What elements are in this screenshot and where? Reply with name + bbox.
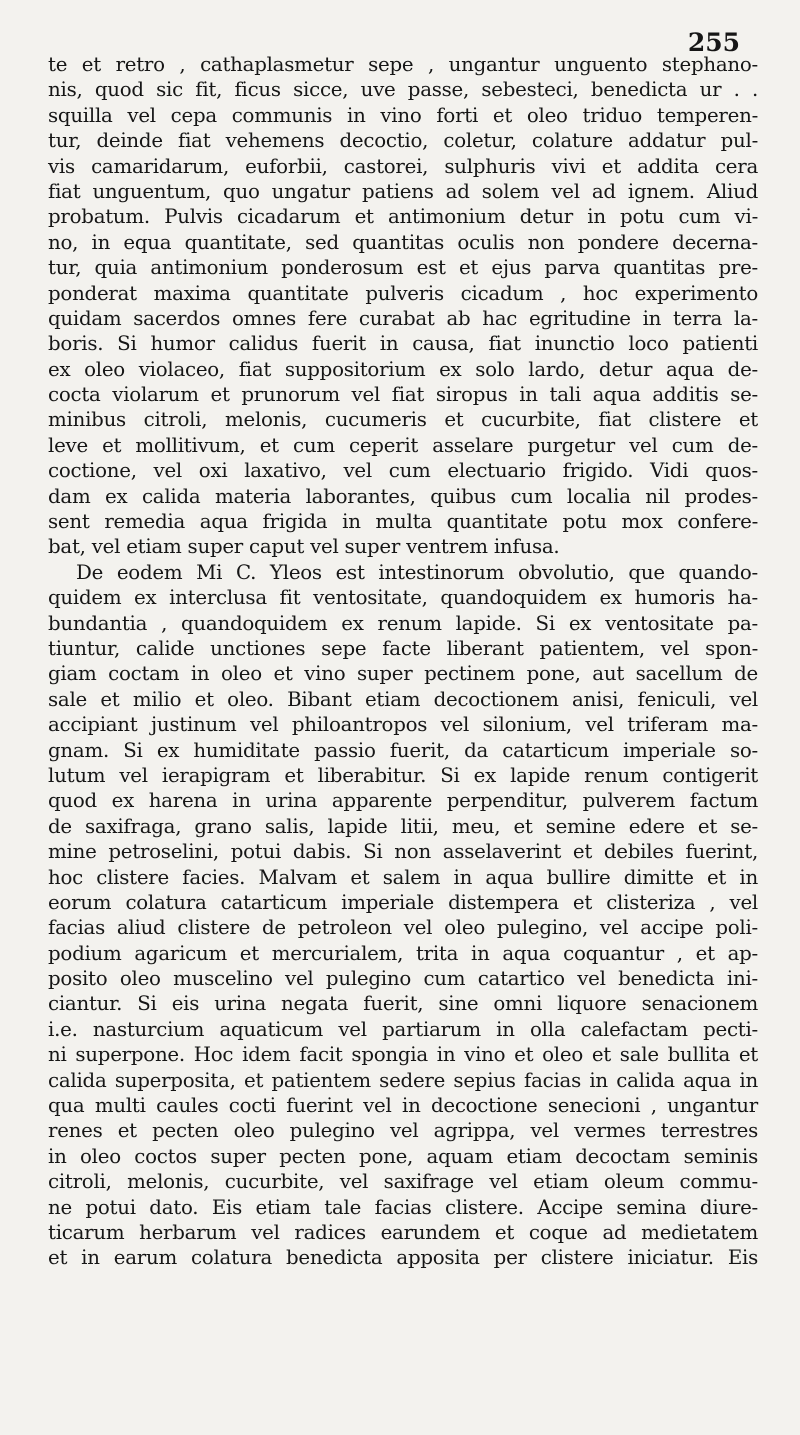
text-line: calida superposita, et patientem sedere sepius facias in calida aqua in xyxy=(48,1068,758,1092)
text-line: eorum colatura catarticum imperiale distempera et clisteriza , vel xyxy=(48,890,758,914)
text-line: sent remedia aqua frigida in multa quantitate potu mox confere- xyxy=(48,510,758,534)
text-line: de saxifraga, grano salis, lapide litii, meu, et semine edere et se- xyxy=(48,814,758,838)
text-line: ni superpone. Hoc idem facit spongia in vino et oleo et sale bullita et xyxy=(48,1043,758,1067)
text-line: squilla vel cepa communis in vino forti et oleo triduo temperen- xyxy=(48,103,758,127)
text-line: posito oleo muscelino vel pulegino cum catartico vel benedicta ini- xyxy=(48,967,758,991)
text-line: bat, vel etiam super caput vel super ventrem infusa. xyxy=(48,535,560,559)
text-line: sale et milio et oleo. Bibant etiam decoctionem anisi, feniculi, vel xyxy=(48,687,758,711)
text-line: tiuntur, calide unctiones sepe facte liberant patientem, vel spon- xyxy=(48,636,758,660)
text-line: ciantur. Si eis urina negata fuerit, sine omni liquore senacionem xyxy=(48,992,758,1016)
text-line: mine petroselini, potui dabis. Si non asselaverint et debiles fuerint, xyxy=(48,840,758,864)
text-line: ex oleo violaceo, fiat suppositorium ex solo lardo, detur aqua de- xyxy=(48,357,758,381)
text-line: vis camaridarum, euforbii, castorei, sulphuris vivi et addita cera xyxy=(48,154,758,178)
page-body xyxy=(48,52,758,1271)
paragraph-2 xyxy=(48,560,758,1271)
text-line: coctione, vel oxi laxativo, vel cum electuario frigido. Vidi quos- xyxy=(48,459,758,483)
text-line: dam ex calida materia laborantes, quibus cum localia nil prodes- xyxy=(48,484,758,508)
text-line: gnam. Si ex humiditate passio fuerit, da catarticum imperiale so- xyxy=(48,738,758,762)
text-line: quidem ex interclusa fit ventositate, quandoquidem ex humoris ha- xyxy=(48,586,758,610)
text-line: De eodem Mi C. Yleos est intestinorum obvolutio, que quando- xyxy=(76,560,758,584)
text-line: i.e. nasturcium aquaticum vel partiarum in olla calefactam pecti- xyxy=(48,1017,758,1041)
text-line: podium agaricum et mercurialem, trita in aqua coquantur , et ap- xyxy=(48,941,758,965)
text-line: quidam sacerdos omnes fere curabat ab hac egritudine in terra la- xyxy=(48,306,758,330)
text-line: bundantia , quandoquidem ex renum lapide. Si ex ventositate pa- xyxy=(48,611,758,635)
text-line: renes et pecten oleo pulegino vel agrippa, vel vermes terrestres xyxy=(48,1119,758,1143)
text-line: no, in equa quantitate, sed quantitas oculis non pondere decerna- xyxy=(48,230,758,254)
page-number: 255 xyxy=(687,28,740,57)
text-line: te et retro , cathaplasmetur sepe , ungantur unguento stephano- xyxy=(48,53,758,76)
text-line: in oleo coctos super pecten pone, aquam etiam decoctam seminis xyxy=(48,1144,758,1168)
text-line: ponderat maxima quantitate pulveris cicadum , hoc experimento xyxy=(48,281,758,305)
text-line: minibus citroli, melonis, cucumeris et cucurbite, fiat clistere et xyxy=(48,408,758,432)
text-line: ticarum herbarum vel radices earundem et coque ad medietatem xyxy=(48,1220,758,1244)
text-line: hoc clistere facies. Malvam et salem in aqua bullire dimitte et in xyxy=(48,865,758,889)
text-line: facias aliud clistere de petroleon vel oleo pulegino, vel accipe poli- xyxy=(48,916,758,940)
text-line: et in earum colatura benedicta apposita per clistere iniciatur. Eis xyxy=(48,1246,758,1270)
text-line: lutum vel ierapigram et liberabitur. Si ex lapide renum contigerit xyxy=(48,763,758,787)
text-line: accipiant justinum vel philoantropos vel silonium, vel triferam ma- xyxy=(48,713,758,737)
text-line: giam coctam in oleo et vino super pectinem pone, aut sacellum de xyxy=(48,662,758,686)
paragraph-1 xyxy=(48,52,758,560)
text-line: probatum. Pulvis cicadarum et antimonium detur in potu cum vi- xyxy=(48,205,758,229)
text-line: citroli, melonis, cucurbite, vel saxifrage vel etiam oleum commu- xyxy=(48,1170,758,1194)
text-line: quod ex harena in urina apparente perpenditur, pulverem factum xyxy=(48,789,758,813)
text-line: tur, quia antimonium ponderosum est et ejus parva quantitas pre- xyxy=(48,256,758,280)
text-line: qua multi caules cocti fuerint vel in decoctione senecioni , ungantur xyxy=(48,1094,758,1118)
text-line: tur, deinde fiat vehemens decoctio, coletur, colature addatur pul- xyxy=(48,129,758,153)
text-line: leve et mollitivum, et cum ceperit asselare purgetur vel cum de- xyxy=(48,433,758,457)
text-line: boris. Si humor calidus fuerit in causa, fiat inunctio loco patienti xyxy=(48,332,758,356)
text-line: nis, quod sic fit, ficus sicce, uve passe, sebesteci, benedicta ur . . xyxy=(48,78,758,102)
text-line: ne potui dato. Eis etiam tale facias clistere. Accipe semina diure- xyxy=(48,1195,758,1219)
text-line: cocta violarum et prunorum vel fiat siropus in tali aqua additis se- xyxy=(48,383,758,407)
text-line: fiat unguentum, quo ungatur patiens ad solem vel ad ignem. Aliud xyxy=(48,179,758,203)
